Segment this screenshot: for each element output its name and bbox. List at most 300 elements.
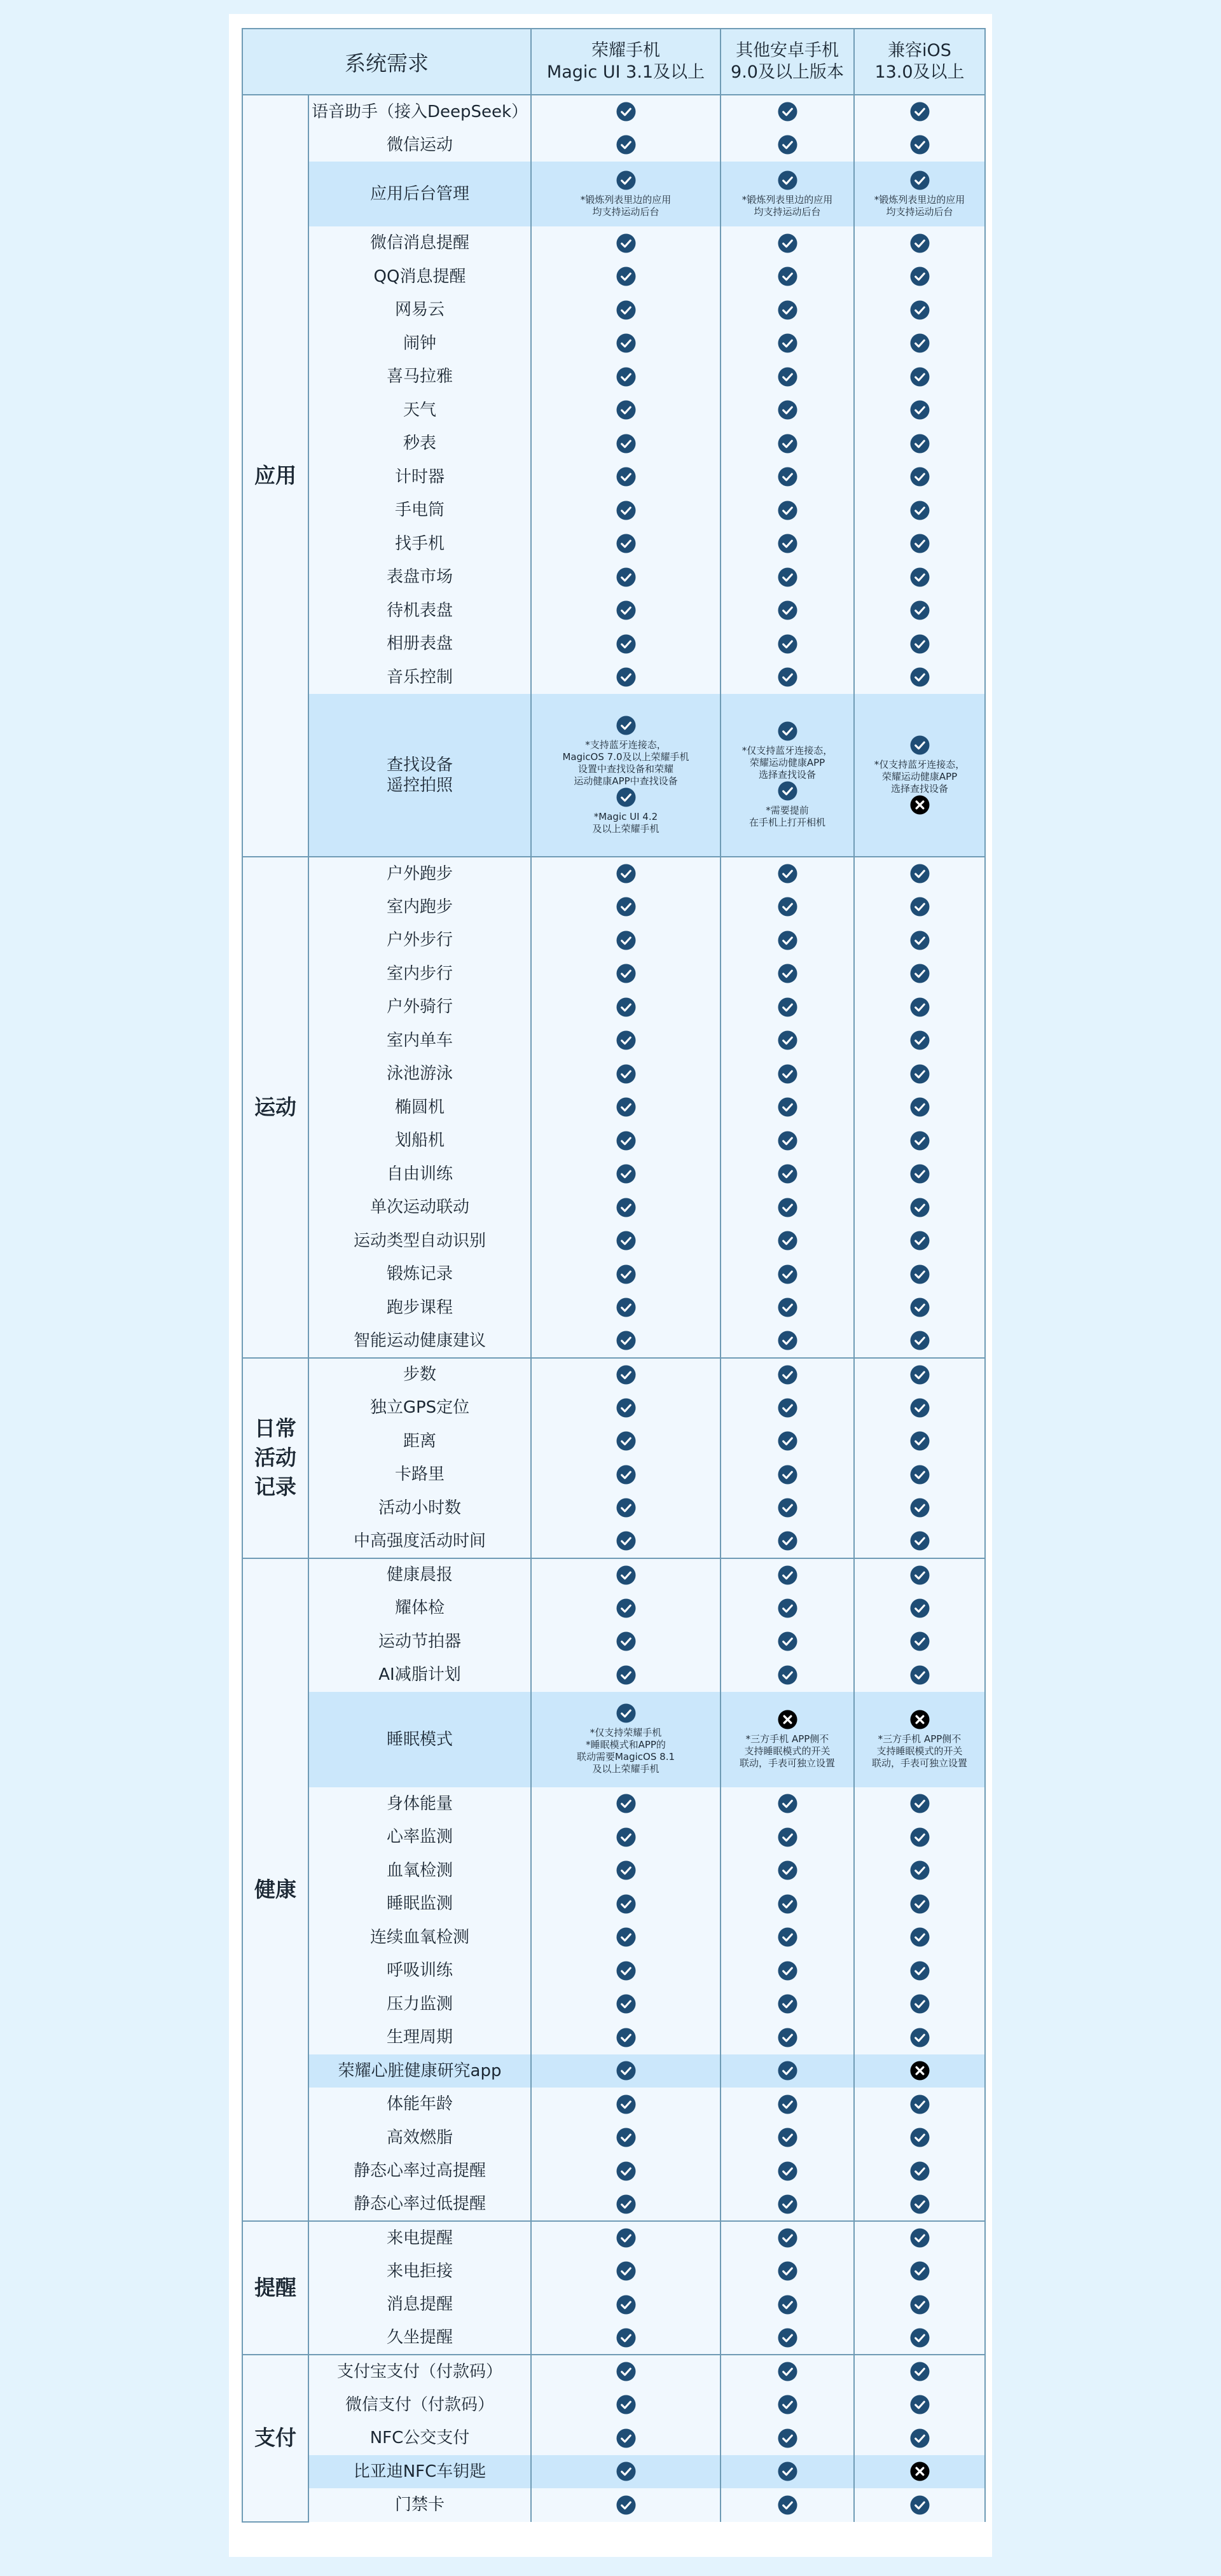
check-circle-icon <box>616 897 636 917</box>
honor-cell <box>531 560 721 594</box>
check-circle-icon <box>778 170 797 190</box>
check-circle-icon <box>616 2462 636 2481</box>
table-row <box>242 1525 985 1558</box>
table-row <box>242 1224 985 1258</box>
honor-cell <box>531 1191 721 1224</box>
check-circle-icon <box>910 467 930 487</box>
check-circle-icon <box>616 1164 636 1184</box>
check-circle-icon <box>616 102 636 121</box>
check-circle-icon <box>778 567 797 587</box>
android-cell <box>721 990 854 1024</box>
honor-cell <box>531 957 721 991</box>
check-circle-icon <box>616 716 636 735</box>
ios-cell <box>854 1191 985 1224</box>
android-cell <box>721 2421 854 2455</box>
ios-cell <box>854 857 985 890</box>
honor-cell <box>531 2455 721 2489</box>
check-circle-icon <box>910 2095 930 2114</box>
android-cell <box>721 1921 854 1955</box>
check-circle-icon <box>778 1827 797 1847</box>
check-circle-icon <box>616 1298 636 1317</box>
ios-cell <box>854 2255 985 2289</box>
check-circle-icon <box>910 1198 930 1217</box>
table-header-row <box>242 29 985 95</box>
feature-name: 待机表盘 <box>308 594 531 628</box>
check-circle-icon <box>778 2228 797 2248</box>
check-circle-icon <box>616 2161 636 2181</box>
honor-cell <box>531 2488 721 2522</box>
honor-cell <box>531 627 721 661</box>
note-line: *支持蓝牙连接态， <box>585 738 666 751</box>
cell-note <box>742 194 833 218</box>
check-circle-icon <box>910 2395 930 2414</box>
honor-cell <box>531 1591 721 1625</box>
honor-cell <box>531 162 721 226</box>
table-row <box>242 1324 985 1358</box>
ios-cell <box>854 2322 985 2355</box>
section-label <box>242 2221 308 2355</box>
android-cell <box>721 2322 854 2355</box>
honor-cell <box>531 1887 721 1921</box>
check-circle-icon <box>778 2328 797 2348</box>
ios-cell <box>854 1224 985 1258</box>
check-circle-icon <box>910 1097 930 1117</box>
android-cell <box>721 460 854 494</box>
check-circle-icon <box>616 2194 636 2214</box>
feature-name: 喜马拉雅 <box>308 360 531 394</box>
ios-cell <box>854 128 985 162</box>
honor-cell <box>531 1525 721 1558</box>
ios-cell <box>854 594 985 628</box>
note-line: 在手机上打开相机 <box>748 817 825 828</box>
android-cell <box>721 1820 854 1854</box>
table-row <box>242 1124 985 1158</box>
check-circle-icon <box>910 1264 930 1284</box>
table-row <box>242 924 985 957</box>
check-circle-icon <box>778 1331 797 1350</box>
honor-cell <box>531 1558 721 1592</box>
android-cell <box>721 1591 854 1625</box>
honor-cell <box>531 694 721 857</box>
cell-block <box>532 787 720 835</box>
ios-cell <box>854 1921 985 1955</box>
note-line: 及以上荣耀手机 <box>592 1763 659 1775</box>
honor-cell <box>531 1954 721 1988</box>
check-circle-icon <box>778 1431 797 1451</box>
honor-cell <box>531 95 721 128</box>
feature-name: 表盘市场 <box>308 560 531 594</box>
ios-cell <box>854 661 985 695</box>
check-circle-icon <box>778 864 797 883</box>
feature-name: 微信支付（付款码） <box>308 2388 531 2422</box>
check-circle-icon <box>778 1298 797 1317</box>
table-row <box>242 1291 985 1325</box>
android-cell <box>721 2054 854 2088</box>
table-row <box>242 1158 985 1191</box>
check-circle-icon <box>616 1631 636 1651</box>
honor-cell <box>531 1787 721 1821</box>
note-line: 荣耀运动健康APP <box>881 771 958 782</box>
feature-name: 中高强度活动时间 <box>308 1525 531 1558</box>
ios-cell <box>854 2154 985 2188</box>
table-row <box>242 2154 985 2188</box>
check-circle-icon <box>910 102 930 121</box>
android-cell <box>721 627 854 661</box>
header-other-android <box>721 29 854 95</box>
check-circle-icon <box>778 434 797 454</box>
check-circle-icon <box>616 1498 636 1518</box>
check-circle-icon <box>778 634 797 654</box>
check-circle-icon <box>778 2462 797 2481</box>
check-circle-icon <box>616 170 636 190</box>
cell-block <box>855 735 984 795</box>
check-circle-icon <box>616 2261 636 2281</box>
ios-cell <box>854 2488 985 2522</box>
android-cell <box>721 957 854 991</box>
check-circle-icon <box>910 1164 930 1184</box>
check-circle-icon <box>778 1927 797 1947</box>
header-android-line2: 9.0及以上版本 <box>731 62 844 82</box>
check-circle-icon <box>778 467 797 487</box>
check-circle-icon <box>910 1794 930 1813</box>
feature-name: 卡路里 <box>308 1458 531 1492</box>
android-cell <box>721 427 854 460</box>
honor-cell <box>531 2255 721 2289</box>
check-circle-icon <box>778 2495 797 2515</box>
check-circle-icon <box>616 2495 636 2515</box>
check-circle-icon <box>778 1030 797 1050</box>
honor-cell <box>531 1492 721 1525</box>
ios-cell <box>854 527 985 561</box>
table-row <box>242 627 985 661</box>
feature-name: 手电筒 <box>308 494 531 527</box>
ios-cell <box>854 1324 985 1358</box>
check-circle-icon <box>778 2128 797 2147</box>
feature-name: 计时器 <box>308 460 531 494</box>
ios-cell <box>854 1591 985 1625</box>
table-row <box>242 1492 985 1525</box>
honor-cell <box>531 1625 721 1659</box>
honor-cell <box>531 1425 721 1458</box>
android-cell <box>721 1391 854 1425</box>
ios-cell <box>854 360 985 394</box>
feature-name: 心率监测 <box>308 1820 531 1854</box>
section-label <box>242 2355 308 2522</box>
check-circle-icon <box>616 1431 636 1451</box>
feature-name: 椭圆机 <box>308 1091 531 1125</box>
check-circle-icon <box>616 787 636 807</box>
feature-name: 户外步行 <box>308 924 531 957</box>
section-label <box>242 857 308 1358</box>
cell-note <box>874 759 965 795</box>
table-row <box>242 95 985 128</box>
check-circle-icon <box>910 367 930 387</box>
note-line: *锻炼列表里边的应用 <box>580 193 672 205</box>
check-circle-icon <box>616 434 636 454</box>
honor-cell <box>531 1024 721 1058</box>
note-line: 联动，手表可独立设置 <box>871 1757 967 1769</box>
android-cell <box>721 1324 854 1358</box>
check-circle-icon <box>616 1365 636 1385</box>
table-row <box>242 1358 985 1392</box>
feature-name: 静态心率过高提醒 <box>308 2154 531 2188</box>
check-circle-icon <box>616 400 636 420</box>
check-circle-icon <box>616 135 636 155</box>
feature-name-line: 查找设备 <box>386 755 453 775</box>
header-honor-phone <box>531 29 721 95</box>
android-cell <box>721 1057 854 1091</box>
ios-cell <box>854 460 985 494</box>
table-row <box>242 162 985 226</box>
feature-name: 微信消息提醒 <box>308 226 531 260</box>
honor-cell <box>531 1124 721 1158</box>
note-line: 选择查找设备 <box>758 769 816 780</box>
feature-name: 久坐提醒 <box>308 2322 531 2355</box>
check-circle-icon <box>616 2428 636 2448</box>
feature-name: 门禁卡 <box>308 2488 531 2522</box>
honor-cell <box>531 857 721 890</box>
ios-cell <box>854 494 985 527</box>
check-circle-icon <box>616 667 636 687</box>
check-circle-icon <box>910 300 930 320</box>
check-circle-icon <box>778 2362 797 2381</box>
feature-name: 户外骑行 <box>308 990 531 1024</box>
ios-cell <box>854 1391 985 1425</box>
table-row <box>242 890 985 924</box>
check-circle-icon <box>616 1827 636 1847</box>
check-circle-icon <box>616 367 636 387</box>
check-circle-icon <box>616 931 636 950</box>
check-circle-icon <box>910 1894 930 1914</box>
ios-cell <box>854 1558 985 1592</box>
table-row <box>242 360 985 394</box>
android-cell <box>721 1625 854 1659</box>
check-circle-icon <box>778 1894 797 1914</box>
feature-name: 健康晨报 <box>308 1558 531 1592</box>
feature-name-line: 遥控拍照 <box>386 775 453 795</box>
honor-cell <box>531 1692 721 1787</box>
check-circle-icon <box>910 2328 930 2348</box>
check-circle-icon <box>616 1097 636 1117</box>
table-row <box>242 2188 985 2222</box>
feature-name: 呼吸训练 <box>308 1954 531 1988</box>
note-line: 均支持运动后台 <box>754 205 821 218</box>
feature-name: 相册表盘 <box>308 627 531 661</box>
table-row <box>242 1057 985 1091</box>
feature-name: 微信运动 <box>308 128 531 162</box>
check-circle-icon <box>910 1431 930 1451</box>
feature-name: 耀体检 <box>308 1591 531 1625</box>
note-line: 运动健康APP中查找设备 <box>574 775 678 787</box>
check-circle-icon <box>616 1064 636 1084</box>
ios-cell <box>854 1291 985 1325</box>
table-row <box>242 394 985 427</box>
check-circle-icon <box>910 1927 930 1947</box>
check-circle-icon <box>616 1703 636 1723</box>
android-cell <box>721 95 854 128</box>
honor-cell <box>531 1854 721 1888</box>
table-row <box>242 2488 985 2522</box>
check-circle-icon <box>778 1398 797 1418</box>
android-cell <box>721 1658 854 1692</box>
feature-name: 户外跑步 <box>308 857 531 890</box>
honor-cell <box>531 2355 721 2388</box>
android-cell <box>721 1425 854 1458</box>
table-row <box>242 957 985 991</box>
check-circle-icon <box>910 667 930 687</box>
check-circle-icon <box>910 2261 930 2281</box>
check-circle-icon <box>910 1598 930 1618</box>
feature-name: 支付宝支付（付款码） <box>308 2355 531 2388</box>
honor-cell <box>531 1658 721 1692</box>
ios-cell <box>854 990 985 1024</box>
check-circle-icon <box>910 2495 930 2515</box>
android-cell <box>721 2255 854 2289</box>
check-circle-icon <box>778 2428 797 2448</box>
table-row <box>242 2322 985 2355</box>
android-cell <box>721 2455 854 2489</box>
check-circle-icon <box>910 600 930 620</box>
android-cell <box>721 560 854 594</box>
cell-note <box>577 1727 675 1775</box>
check-circle-icon <box>778 2161 797 2181</box>
ios-cell <box>854 1492 985 1525</box>
feature-name: 闹钟 <box>308 327 531 361</box>
check-circle-icon <box>910 233 930 253</box>
android-cell <box>721 2021 854 2054</box>
section-label-line: 日常 <box>254 1416 296 1441</box>
android-cell <box>721 2188 854 2222</box>
feature-name: 泳池游泳 <box>308 1057 531 1091</box>
check-circle-icon <box>616 1961 636 1981</box>
check-circle-icon <box>910 501 930 520</box>
check-circle-icon <box>910 1030 930 1050</box>
android-cell <box>721 1525 854 1558</box>
check-circle-icon <box>778 781 797 801</box>
note-line: 设置中查找设备和荣耀 <box>577 763 673 775</box>
ios-cell <box>854 293 985 327</box>
note-line: *锻炼列表里边的应用 <box>742 193 833 205</box>
feature-name: 室内跑步 <box>308 890 531 924</box>
check-circle-icon <box>616 2028 636 2047</box>
android-cell <box>721 527 854 561</box>
table-row <box>242 260 985 294</box>
check-circle-icon <box>616 864 636 883</box>
ios-cell <box>854 1425 985 1458</box>
ios-cell <box>854 1854 985 1888</box>
check-circle-icon <box>910 864 930 883</box>
cross-circle-icon <box>910 2462 930 2481</box>
check-circle-icon <box>910 1131 930 1151</box>
feature-name: 来电提醒 <box>308 2221 531 2255</box>
check-circle-icon <box>910 2128 930 2147</box>
check-circle-icon <box>616 2095 636 2114</box>
honor-cell <box>531 460 721 494</box>
android-cell <box>721 2088 854 2121</box>
ios-cell <box>854 260 985 294</box>
honor-cell <box>531 2054 721 2088</box>
check-circle-icon <box>778 1365 797 1385</box>
ios-cell <box>854 1124 985 1158</box>
feature-name: 连续血氧检测 <box>308 1921 531 1955</box>
check-circle-icon <box>778 1794 797 1813</box>
check-circle-icon <box>778 1665 797 1685</box>
check-circle-icon <box>616 2328 636 2348</box>
honor-cell <box>531 1091 721 1125</box>
table-row <box>242 2388 985 2422</box>
check-circle-icon <box>616 1565 636 1585</box>
table-row <box>242 2021 985 2054</box>
android-cell <box>721 1158 854 1191</box>
ios-cell <box>854 327 985 361</box>
check-circle-icon <box>910 1231 930 1250</box>
check-circle-icon <box>778 721 797 741</box>
cell-block <box>855 795 984 815</box>
table-row <box>242 226 985 260</box>
android-cell <box>721 2121 854 2155</box>
android-cell <box>721 1191 854 1224</box>
honor-cell <box>531 2221 721 2255</box>
android-cell <box>721 360 854 394</box>
feature-name: 划船机 <box>308 1124 531 1158</box>
honor-cell <box>531 1057 721 1091</box>
check-circle-icon <box>778 2295 797 2315</box>
note-line: *三方手机 APP侧不 <box>745 1733 829 1745</box>
check-circle-icon <box>616 2061 636 2081</box>
compatibility-table <box>242 28 986 2523</box>
check-circle-icon <box>778 2261 797 2281</box>
android-cell <box>721 1458 854 1492</box>
note-line: 选择查找设备 <box>890 783 948 794</box>
table-row <box>242 1921 985 1955</box>
honor-cell <box>531 1291 721 1325</box>
android-cell <box>721 260 854 294</box>
android-cell <box>721 1988 854 2021</box>
section-label-line: 应用 <box>254 463 296 488</box>
android-cell <box>721 857 854 890</box>
table-row <box>242 427 985 460</box>
check-circle-icon <box>778 135 797 155</box>
check-circle-icon <box>616 1860 636 1880</box>
android-cell <box>721 1257 854 1291</box>
check-circle-icon <box>910 1498 930 1518</box>
check-circle-icon <box>910 567 930 587</box>
check-circle-icon <box>910 170 930 190</box>
check-circle-icon <box>910 634 930 654</box>
check-circle-icon <box>778 2095 797 2114</box>
check-circle-icon <box>778 2194 797 2214</box>
check-circle-icon <box>616 2295 636 2315</box>
ios-cell <box>854 2355 985 2388</box>
feature-name: AI减脂计划 <box>308 1658 531 1692</box>
check-circle-icon <box>910 2161 930 2181</box>
ios-cell <box>854 2388 985 2422</box>
section-label-line: 活动 <box>254 1445 296 1470</box>
ios-cell <box>854 226 985 260</box>
section-label <box>242 1558 308 2222</box>
check-circle-icon <box>616 634 636 654</box>
check-circle-icon <box>616 233 636 253</box>
check-circle-icon <box>910 1365 930 1385</box>
android-cell <box>721 1854 854 1888</box>
note-line: 支持睡眠模式的开关 <box>744 1745 831 1757</box>
honor-cell <box>531 2088 721 2121</box>
check-circle-icon <box>778 1498 797 1518</box>
check-circle-icon <box>778 997 797 1017</box>
android-cell <box>721 2355 854 2388</box>
check-circle-icon <box>616 300 636 320</box>
ios-cell <box>854 1820 985 1854</box>
